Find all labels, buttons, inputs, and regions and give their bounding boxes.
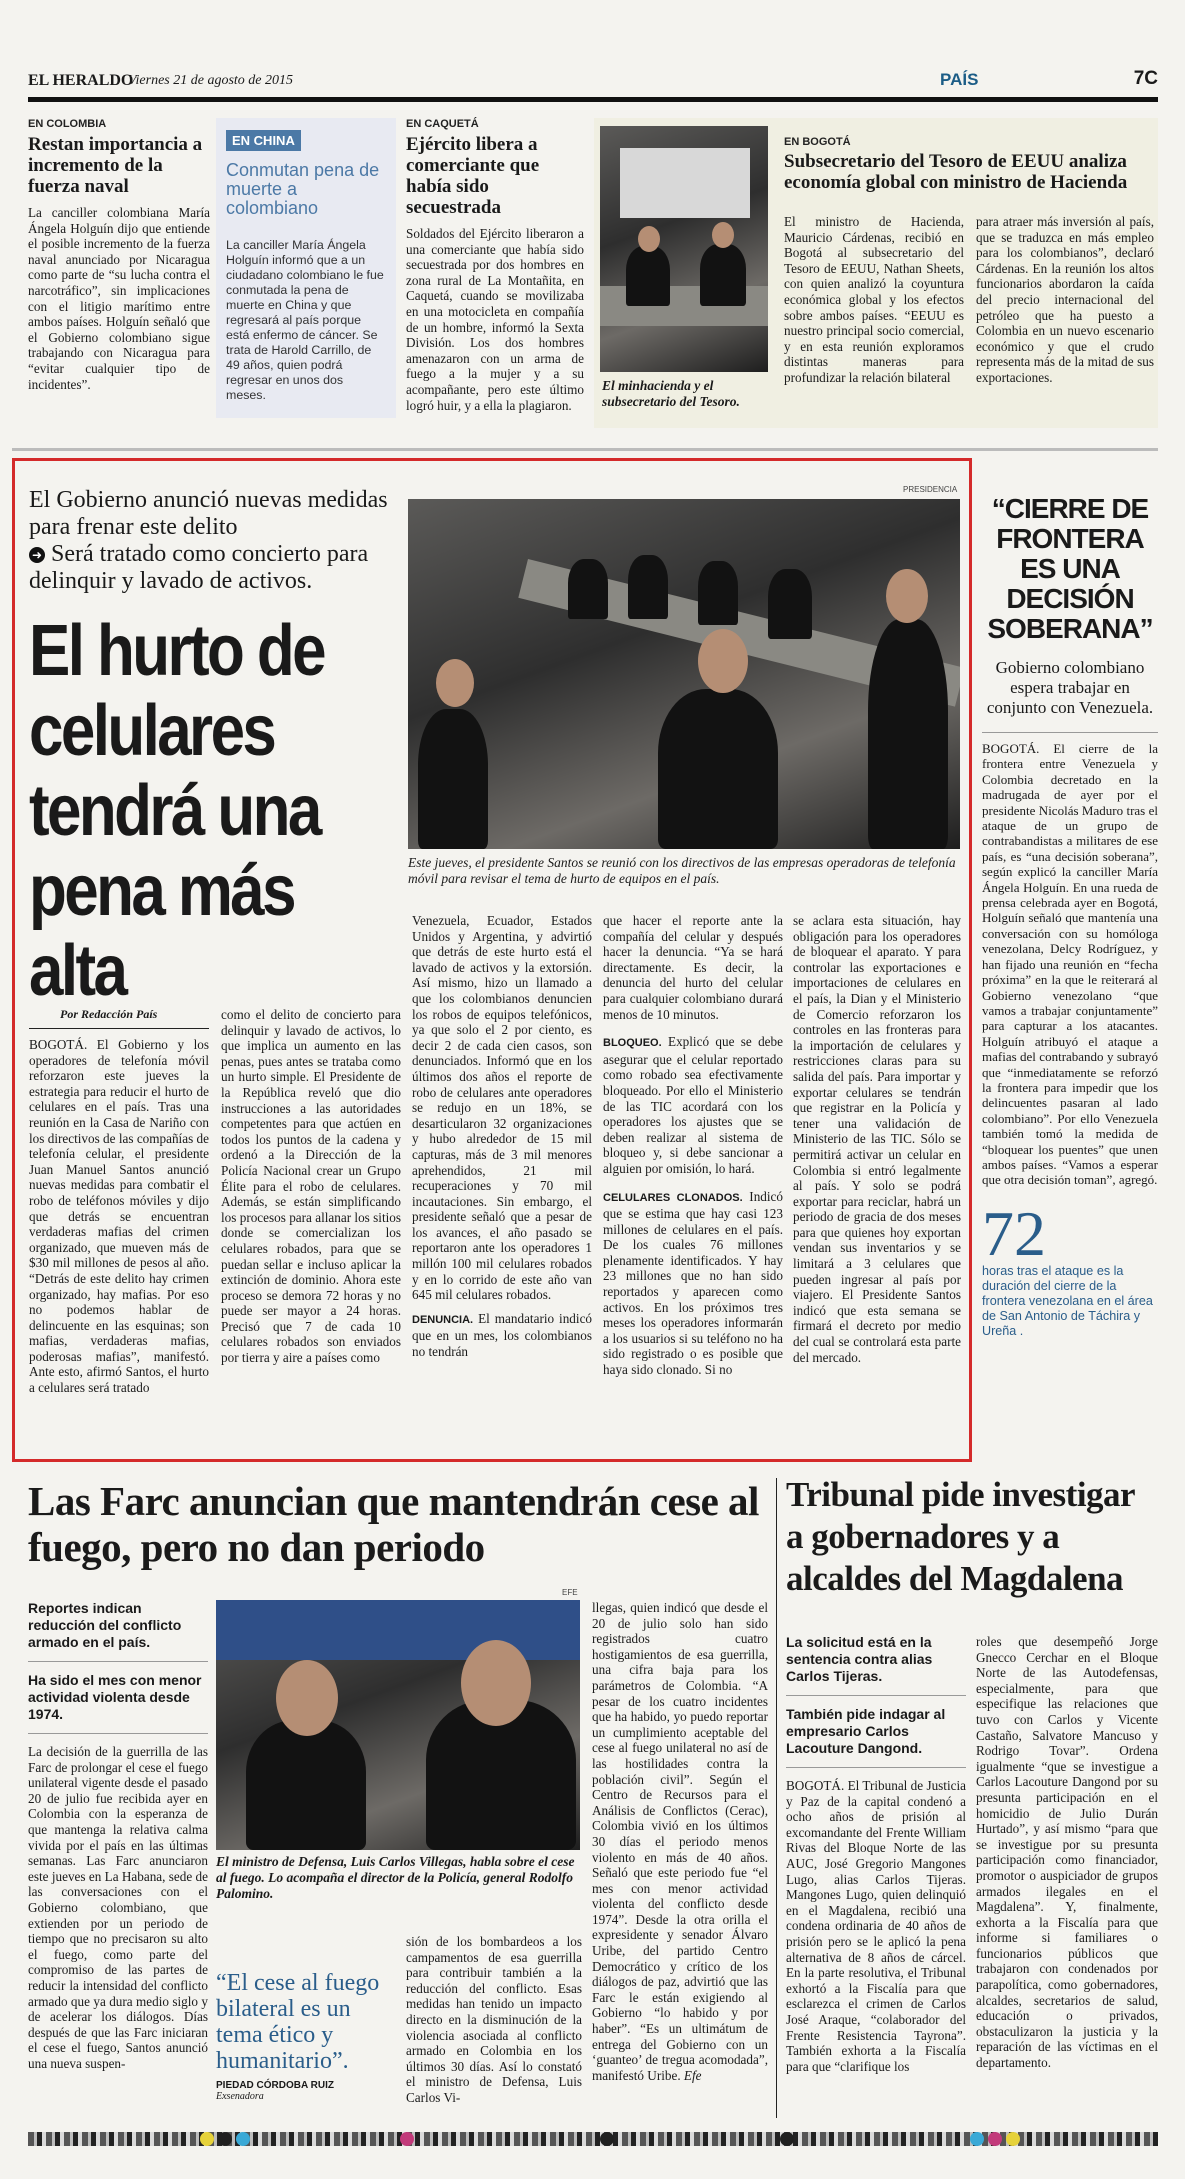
deck-bullet: Será tratado como concierto para delinquir y lavado de activos.	[29, 541, 369, 594]
col3-tail: El mandatario indicó que en un mes, los colombianos no tendrán	[412, 1310, 593, 1360]
brief-bogota	[594, 118, 1158, 428]
meeting-photo	[408, 499, 960, 849]
photo-credit: PRESIDENCIA	[903, 485, 958, 494]
kicker: EN BOGOTÁ	[784, 136, 851, 148]
photo-person	[658, 689, 778, 849]
treasury-caption: El minhacienda y el subsecretario del Tesoro.	[602, 378, 740, 409]
farc-deck-2: Ha sido el mes con menor actividad violenta desde 1974.	[28, 1672, 202, 1722]
tribunal-headline: Tribunal pide investigar a gobernadores y a alcaldes del Magdalena	[786, 1475, 1135, 1598]
tribunal-deck-1: La solicitud está en la sentencia contra alias Carlos Tijeras.	[786, 1634, 933, 1684]
big-number: 72	[982, 1197, 1046, 1269]
story-deck	[29, 487, 419, 595]
subhead-clonados: CELULARES CLONADOS.	[603, 1191, 743, 1204]
page-number: 7C	[1133, 68, 1158, 89]
brief-china	[216, 118, 396, 418]
brief-body: La canciller María Ángela Holguín informó que a un ciudadano colombiano le fue conmutada la pena de muerte en China y que regresará al país porque está enfermo de cáncer. Se trata de Harold Carrillo, de 49 años, quien podrá regresar en unos dos meses.	[226, 238, 384, 402]
backdrop-banner	[216, 1600, 580, 1660]
farc-col-2: sión de los bombardeos a los campamentos de esa guerrilla para contribuir también a la reducción del conflicto. Esas medidas han tenido un impacto directo en la disminución de la violencia asociada al conflicto armado en Colombia en los últimos 30 días. Así lo constató el ministro de Defensa, Luis Carlos Vi-	[406, 1934, 582, 2105]
photo-head	[886, 569, 928, 623]
treasury-photo	[600, 126, 768, 372]
deck-rule	[786, 1767, 966, 1768]
registration-dot	[236, 2132, 250, 2146]
brief-caqueta	[406, 118, 584, 440]
photo-head	[276, 1660, 338, 1736]
farc-deck-1: Reportes indican reducción del conflicto armado en el país.	[28, 1600, 182, 1650]
column-divider	[776, 1478, 777, 2118]
byline-rule	[29, 1028, 209, 1029]
tribunal-col-1	[786, 1634, 966, 2074]
registration-dot	[218, 2132, 232, 2146]
tribunal-deck-2: También pide indagar al empresario Carlos Lacouture Dangond.	[786, 1706, 946, 1756]
masthead	[28, 62, 1158, 102]
section-divider	[12, 448, 1158, 451]
brief-title: Subsecretario del Tesoro de EEUU analiza economía global con ministro de Hacienda	[784, 151, 1128, 193]
subhead-denuncia: DENUNCIA.	[412, 1313, 474, 1326]
kicker: EN COLOMBIA	[28, 118, 107, 130]
farc-source: Efe	[683, 2067, 702, 2083]
col4-text-b: Explicó que se debe asegurar que el celular reportado como robado sea efectivamente bloqueado. Por ello el Ministerio de las TIC acordará con los operadores los ajustes que se deben realizar al sistema de bloqueo y, si debe sancionar a alguien por omisión, lo hará.	[603, 1034, 783, 1176]
section-name: PAÍS	[940, 70, 979, 89]
photo-caption: Este jueves, el presidente Santos se reunió con los directivos de las empresas operadoras de telefonía móvil para revisar el tema de hurto de equipos en el país.	[408, 855, 956, 886]
brief-body: El ministro de Hacienda, Mauricio Cárdenas, recibió en Bogotá al subsecretario del Tesoro de EEUU, Nathan Sheets, con quien analizó la coyuntura económica global y los efectos sobre ambos países. “EEUU es nuestro principal socio comercial, y en esta reunión exploramos distintas maneras para profundizar la relación bilateral	[784, 214, 964, 385]
registration-dot	[200, 2132, 214, 2146]
tribunal-col-2: roles que desempeñó Jorge Gnecco Cerchar en el Bloque Norte de las Autodefensas, especialmente, para que especifique las relaciones que tuvo con Carlos y Vicente Castaño, Salvatore Mancuso y Rodrigo Tovar”. Ordena igualmente “que se investigue a Carlos Lacouture Dangond por su presunta participación en el homicidio de Julio Durán Hurtado”, y así mismo “para que se investigue por su presunta participación como financiador, promotor o auspiciador de grupos armados ilegales en el Magdalena”. Y, finalmente, exhorta a la Fiscalía para que informe si familiares o funcionarios públicos que trabajaron con condenados por parapolítica, como gobernadores, alcaldes, secretarios de salud, educación o privados, obstaculizaron la justicia y la reparación de las víctimas en el departamento.	[976, 1634, 1158, 2071]
brief-body: La canciller colombiana María Ángela Holguín dijo que entiende el posible incremento de la fuerza naval anunciado por Nicaragua como parte de “su lucha contra el narcotráfico”, sin implicaciones con el litigio marítimo entre ambos países. Holguín señaló que el Gobierno colombiano sigue trabajando con Nicaragua para “evitar cualquier tipo de incidentes”.	[28, 205, 210, 392]
deck-rule	[28, 1661, 208, 1662]
tribunal-text-1: BOGOTÁ. El Tribunal de Justicia y Paz de la capital condenó a ocho años de prisión al excomandante del Frente William Rivas del Bloque Norte de las AUC, José Gregorio Mangones Lugo, alias Carlos Tijeras. Mangones Lugo, quien delinquió en el Magdalena, recibió una condena ordinaria de 40 años de prisión pero se le aplicó la pena alternativa de 8 años de cárcel. En la parte resolutiva, el Tribunal exhortó a la Fiscalía para que esclarezca el crimen de Carlos José Araque, “colaborador del Frente Resistencia Tayrona”. También exhorta a la Fiscalía para que “clarifique los	[786, 1778, 966, 2074]
backdrop-banner	[620, 148, 750, 218]
china-tag: EN CHINA	[226, 130, 301, 151]
quote-role: Exsenadora	[216, 2091, 264, 2102]
photo-person	[698, 561, 738, 625]
farc-headline: Las Farc anuncian que mantendrán cese al fuego, pero no dan periodo	[28, 1478, 759, 1570]
deck-rule	[28, 1733, 208, 1734]
photo-head	[698, 629, 748, 693]
photo-person	[568, 559, 608, 619]
photo-head	[436, 659, 474, 707]
brief-body-cont: para atraer más inversión al país, que se traduzca en más empleo para los colombianos”, declaró Cárdenas. En la reunión los altos funcionarios abordaron la caída del precio internacional del petróleo que ha puesto a Colombia en un nuevo escenario económico y que el crudo representa más de la mitad de sus exportaciones.	[976, 214, 1154, 385]
registration-dot	[600, 2132, 614, 2146]
brief-colombia	[28, 118, 210, 440]
registration-dot	[988, 2132, 1002, 2146]
subhead-bloqueo: BLOQUEO.	[603, 1037, 662, 1050]
photo-person	[868, 619, 948, 849]
quote-name: PIEDAD CÓRDOBA RUIZ	[216, 2080, 334, 2091]
photo-head	[461, 1640, 531, 1726]
registration-dot	[970, 2132, 984, 2146]
farc-col-3	[592, 1600, 768, 2083]
farc-col-3-text: llegas, quien indicó que desde el 20 de julio solo han sido registrados cuatro hostigamientos de esa guerrilla, una cifra baja para los parámetros de Colombia. “A pesar de los cuatro incidentes que ha habido, yo puedo reportar un cumplimiento aceptable del cese al fuego unilateral no así de las hostilidades contra la población civil”. Según el Centro de Recursos para el Análisis de Conflictos (Cerac), Colombia vivió en los últimos 30 días el periodo menos violento en más de 40 años. Señaló que este periodo fue “el mes con menor actividad violenta del conflicto desde 1974”. Desde la otra orilla el expresidente y senador Álvaro Uribe, del partido Centro Democrático y crítico de los diálogos de paz, advirtió que las Farc le están exigiendo al Gobierno “lo habido y por haber”. “Es un ultimátum de entrega del Gobierno con un ‘guanteo’ de tregua acomodada”, manifestó Uribe.	[592, 1600, 768, 2083]
defense-caption: El ministro de Defensa, Luis Carlos Villegas, habla sobre el cese al fuego. Lo acompaña el director de la Policía, general Rodolfo Palomino.	[216, 1854, 575, 1901]
registration-dot	[400, 2132, 414, 2146]
brief-title: Ejército libera a comerciante que había sido secuestrada	[406, 134, 540, 218]
arrow-right-icon: ➜	[29, 547, 45, 563]
paper-name: EL HERALDO	[28, 72, 134, 89]
photo-person	[418, 709, 488, 849]
registration-dot	[780, 2132, 794, 2146]
photo-head	[712, 222, 734, 248]
byline: Por Redacción País	[60, 1007, 158, 1021]
col4-text-c: Indicó que se estima que hay casi 123 millones de celulares en el país. De los cuales 76 millones plenamente identificados. Y hay 23 millones que no han sido reportados y aparecen como activos. En los próximos tres meses los operadores informarán a los usuarios si su teléfono no ha sido registrado o es posible que haya sido clonado. Si no	[603, 1188, 783, 1378]
big-number-note: horas tras el ataque es la duración del cierre de la frontera venezolana en el área de San Antonio de Táchira y Ureña .	[982, 1263, 1153, 1338]
frontier-story	[982, 494, 1158, 1454]
photo-head	[638, 226, 660, 252]
brief-title: Restan importancia a incremento de la fuerza naval	[28, 134, 203, 197]
frontier-subtitle: Gobierno colombiano espera trabajar en conjunto con Venezuela.	[986, 658, 1154, 717]
photo-person	[768, 569, 812, 639]
farc-quote-box	[216, 1970, 396, 2102]
col3-text: Venezuela, Ecuador, Estados Unidos y Argentina, y advirtió que detrás de este hurto está el lavado de activos y la extorsión. Así mismo, hizo un llamado a que los colombianos denuncien los robos de equipos telefónicos, ya que solo el 2 por ciento, es decir 2 de cada cien casos, son denunciados. Informó que en los últimos dos años el reporte de robo de celulares ante operadores se redujo en un 18%, se desarticularon 32 organizaciones y hubo alrededor de 15 mil capturas, más de 3 mil menores aprehendidos, 21 mil recuperaciones y 70 mil incautaciones. Sin embargo, el presidente señaló que a pesar de los avances, el año pasado se reportaron ante los operadores 1 millón 100 mil celulares robados y en lo corrido de este año van 645 mil celulares robados.	[412, 913, 592, 1303]
story-headline: El hurto de celulares tendrá una pena más alta	[29, 611, 324, 1011]
story-col-3	[412, 913, 592, 1360]
story-col-4	[603, 913, 783, 1378]
story-col-5: se aclara esta situación, hay obligación para los operadores de bloquear el aparato. Y para controlar las exportaciones e importaciones de celulares en el país, la Dian y el Ministerio de Comercio reforzaron los controles en las fronteras para la importación de celulares y restricciones claras para su salida del país. Para importar y exportar celulares se tendrán que registrar en la Policía y tener una validación de Ministerio de las TIC. Sólo se permitirá activar un celular en Colombia si entró legalmente al país. Y solo se podrá exportar para reciclar, habrá un periodo de gracia de dos meses para que quienes hoy exportan vendan sus inventarios y se limitará a 3 celulares que pueden ingresar al país por viajero. El Presidente Santos indicó que esta semana se firmará el decreto por medio del cual se controlará esta parte del mercado.	[793, 913, 961, 1365]
farc-decks	[28, 1600, 208, 2071]
photo-person	[626, 246, 670, 306]
story-col-2: como el delito de concierto para delinquir y lavado de activos, lo que implica un aumento en las penas, pues antes se trataba como un hurto simple. El Presidente de la República reveló que dio instrucciones a las autoridades competentes para que actúen en todos los puntos de la cadena y ordenó a la Dirección de la Policía Nacional crear un Grupo Élite para el robo de celulares. Además, se están simplificando los procesos para allanar los sitios donde se comercializan los celulares robados, para que se puedan sellar e incluso aplicar la extinción de dominio. Ahora este proceso se demora 72 horas y no puede ser mayor a 24 horas. Precisó que 7 de cada 10 celulares robados son enviados por tierra y aire a países como	[221, 1007, 401, 1366]
main-story-frame	[12, 458, 972, 1462]
farc-photo-credit: EFE	[562, 1588, 578, 1597]
brief-body: Soldados del Ejército liberaron a una comerciante que había sido secuestrada por dos hombres en zona rural de La Montañita, en Caquetá, cuando se movilizaba en una motocicleta en compañía de un hombre, informó la Sexta División. Los dos hombres amenazaron con un arma de fuego a la mujer y a su acompañante, pero este último logró huir, y a ella la plagiaron.	[406, 226, 584, 413]
registration-dot	[1006, 2132, 1020, 2146]
brief-title: Conmutan pena de muerte a colombiano	[226, 160, 380, 218]
photo-person	[628, 555, 668, 619]
frontier-title: “CIERRE DE FRONTERA ES UNA DECISIÓN SOBERANA”	[987, 493, 1153, 644]
quote-text: “El cese al fuego bilateral es un tema ético y humanitario”.	[216, 1970, 380, 2074]
story-col-1: BOGOTÁ. El Gobierno y los operadores de telefonía móvil reforzaron este jueves la estrategia para reducir el hurto de celulares en el país. Tras una reunión en la Casa de Nariño con los directivos de las compañías de telefonía celular, el presidente Juan Manuel Santos anunció nuevas medidas para combatir el robo de teléfonos móviles y dijo que detrás se encuentran verdaderas mafias del crimen organizado, que mueven más de $30 mil millones de pesos al año. “Detrás de este delito hay crimen organizado, hay mafias. Por eso no podemos hablar de delincuente en las esquinas; son mafias, verdaderas mafias, poderosas mafias”, manifestó. Ante esto, afirmó Santos, el hurto a celulares será tratado	[29, 1037, 209, 1396]
defense-photo	[216, 1600, 580, 1850]
photo-person	[700, 244, 746, 306]
frontier-rule	[982, 732, 1158, 733]
photo-person	[246, 1720, 366, 1850]
frontier-body: BOGOTÁ. El cierre de la frontera entre Venezuela y Colombia decretado en la madrugada de ayer por el presidente Nicolás Maduro tras el ataque de un grupo de contrabandistas a militares de ese país, es “una decisión soberana”, según explicó la canciller María Ángela Holguín. En una rueda de prensa celebrada ayer en Bogotá, Holguín señaló que mantenía una conversación con su homóloga venezolana, Delcy Rodríguez, y han fijado una reunión en “fecha próxima” en la que le reiterará al Gobierno venezolano “que vamos a trabajar conjuntamente” para capturar a los atacantes. Holguín atribuyó el ataque a mafias del contrabando y subrayó que “inmediatamente se reforzó la frontera para impedir que los delincuentes pasaran al lado colombiano”. Por ello Venezuela también tomó la medida de “bloquear los puentes” que unen ambos países. “Vamos a esperar que otra decisión toman”, agregó.	[982, 741, 1158, 1188]
deck-line: El Gobierno anunció nuevas medidas para frenar este delito	[29, 487, 388, 540]
farc-col-1: La decisión de la guerrilla de las Farc de prolongar el cese el fuego unilateral vigente desde el pasado 20 de julio fue recibida ayer en Colombia con la esperanza de que mantenga la relativa calma vivida por el país en las últimas semanas. Las Farc anunciaron este jueves en La Habana, sede de las conversaciones con el Gobierno colombiano, que extienden por un periodo de tiempo que no precisaron su alto el fuego, como parte del compromiso de las partes de reducir la intensidad del conflicto armado que ya dura medio siglo y de acelerar los diálogos. Días después de que las Farc iniciaran el cese el fuego, Santos anunció una nueva suspen-	[28, 1744, 208, 2071]
kicker: EN CAQUETÁ	[406, 118, 479, 130]
deck-rule	[786, 1695, 966, 1696]
edition-date: Viernes 21 de agosto de 2015	[128, 73, 293, 88]
col4-text-a: que hacer el reporte ante la compañía del celular y después hacer la denuncia. “Ya se hará directamente. Es decir, la denuncia del hurto del celular para cualquier colombiano durará menos de 10 minutos.	[603, 913, 783, 1022]
